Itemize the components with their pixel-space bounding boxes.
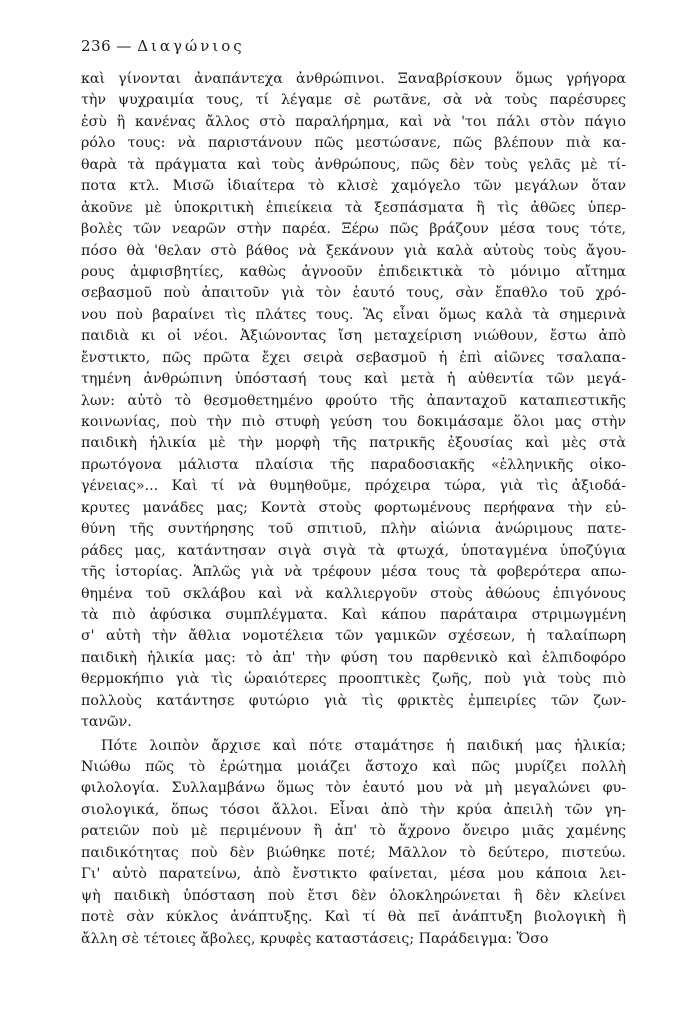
text-line: θημένα τοῦ σκλάβου καὶ νὰ καλλιεργοῦν στοὺς ἀθώους ἐπιγόνους bbox=[81, 585, 626, 602]
text-line: ἔνστικτο, πῶς πρῶτα ἔχει σειρὰ σεβασμοῦ ἡ ἐπὶ αἰῶνες τσαλαπα- bbox=[81, 349, 626, 366]
text-line: ράδες μας, κατάντησαν σιγὰ σιγὰ τὰ φτωχά, ὑποταγμένα ὑποζύγια bbox=[81, 542, 626, 559]
text-line: ψὴ παιδικὴ ὑπόσταση ποὺ ἔτσι δὲν ὁλοκληρώνεται ἢ δὲν κλείνει bbox=[81, 887, 626, 904]
text-line: παιδικὴ ἡλικία μὲ τὴν μορφὴ τῆς πατρικῆς ἐξουσίας καὶ μὲς στὰ bbox=[81, 435, 626, 452]
text-line: ρατειῶν ποὺ μὲ περιμένουν ἢ ἀπ' τὸ ἄχρονο ὄνειρο μιᾶς χαμένης bbox=[81, 823, 626, 840]
text-line: τῆς ἱστορίας. Ἁπλῶς γιὰ νὰ τρέφουν μέσα τους τὰ φοβερότερα απω- bbox=[81, 564, 626, 581]
running-head-separator: — bbox=[116, 37, 132, 55]
text-line: Πότε λοιπὸν ἄρχισε καὶ πότε σταμάτησε ἡ παιδική μας ἡλικία; bbox=[101, 737, 626, 754]
text-line: ποτα κτλ. Μισῶ ἰδιαίτερα τὸ κλισὲ χαμόγελο τῶν μεγάλων ὅταν bbox=[81, 178, 626, 195]
text-line: σ' αὐτὴ τὴν ἄθλια νομοτέλεια τῶν γαμικῶν σχέσεων, ἡ ταλαίπωρη bbox=[81, 628, 626, 645]
text-line: παιδικότητας ποὺ δὲν βιώθηκε ποτέ; Μᾶλλον τὸ δεύτερο, πιστεύω. bbox=[81, 844, 626, 861]
text-line: κρυτες μανάδες μας; Κοντὰ στοὺς φορτωμένους περήφανα τὴν εὐ- bbox=[81, 499, 626, 516]
text-line: παιδικὴ ἡλικία μας: τὸ ἀπ' τὴν φύση του παρθενικὸ καὶ ἐλπιδοφόρο bbox=[81, 649, 626, 666]
text-line: καὶ γίνονται ἀναπάντεχα ἀνθρώπινοι. Ξαναβρίσκουν ὅμως γρήγορα bbox=[81, 71, 626, 87]
text-line: θαρὰ τὰ πράγματα καὶ τοὺς ἀνθρώπους, πῶς δὲν τοὺς γελᾶς μὲ τί- bbox=[81, 156, 626, 173]
text-line: σεβασμοῦ ποὺ ἀπαιτοῦν γιὰ τὸν ἑαυτό τους, σὰν ἔπαθλο τοῦ χρό- bbox=[81, 285, 626, 302]
running-head bbox=[81, 36, 245, 56]
paragraph bbox=[81, 736, 626, 950]
text-line: παιδιὰ κι οἱ νέοι. Ἀξιώνοντας ἴση μεταχείριση νιώθουν, ἔστω ἀπὸ bbox=[81, 328, 626, 345]
text-line: λων: αὐτὸ τὸ θεσμοθετημένο φρούτο τῆς ἀπανταχοῦ καταπιεστικῆς bbox=[81, 392, 626, 409]
text-line: ποτὲ σὰν κύκλος ἀνάπτυξης. Καὶ τί θὰ πεῖ ἀνάπτυξη βιολογικὴ ἢ bbox=[81, 909, 626, 926]
text-line: γένειας»... Καὶ τί νὰ θυμηθοῦμε, πρόχειρα τώρα, γιὰ τὶς ἀξιοδά- bbox=[81, 478, 626, 495]
text-line: θερμοκήπιο γιὰ τὶς ὡραιότερες προοπτικὲς ζωῆς, ποὺ γιὰ τοὺς πιὸ bbox=[81, 671, 626, 688]
text-line: ρους ἀμφισβητίες, καθὼς ἀγνοοῦν ἐπιδεικτικὰ τὸ μόνιμο αἴτημα bbox=[81, 263, 626, 280]
text-line: πόσο θὰ 'θελαν στὸ βάθος νὰ ξεκάνουν γιὰ καλὰ αὐτοὺς τοὺς ἄγου- bbox=[81, 242, 626, 259]
text-line: φιλολογία. Συλλαμβάνω ὅμως τὸν ἑαυτό μου νὰ μὴ μεγαλώνει φυ- bbox=[81, 780, 626, 797]
text-line: τὰ πιὸ ἀφύσικα συμπλέγματα. Καὶ κάπου παράταιρα στριμωγμένη bbox=[81, 606, 626, 623]
text-line: Νιώθω πῶς τὸ ἐρώτημα μοιάζει ἄστοχο καὶ πῶς μυρίζει πολλὴ bbox=[81, 759, 626, 775]
text-line: πρωτόγονα μάλιστα πλαίσια τῆς παραδοσιακῆς «ἑλληνικῆς οἰκο- bbox=[81, 456, 626, 473]
text-line: θύνη τῆς συντήρησης τοῦ σπιτιοῦ, πλὴν αἰώνια ἀνώριμους πατε- bbox=[81, 521, 626, 538]
text-line: σιολογικά, ὅπως τόσοι ἄλλοι. Εἶναι ἀπὸ τὴν κρύα ἀπειλὴ τῶν γη- bbox=[81, 801, 626, 818]
text-line: βολὲς τῶν νεαρῶν στὴν παρέα. Ξέρω πῶς βράζουν μέσα τους τότε, bbox=[81, 221, 626, 238]
text-line: τὴν ψυχραιμία τους, τί λέγαμε σὲ ρωτᾶνε, σὰ νὰ τοὺς παρέσυρες bbox=[81, 92, 626, 109]
text-line: ἄλλη σὲ τέτοιες ἄβολες, κρυφὲς καταστάσεις; Παράδειγμα: Ὅσο bbox=[81, 930, 549, 947]
text-line: νου ποὺ βαραίνει τὶς πλάτες τους. Ἂς εἶναι ὅμως καλὰ τὰ σημερινὰ bbox=[81, 306, 626, 323]
text-line: ἀκοῦνε μὲ ὑποκριτικὴ ἐπιείκεια τὰ ξεσπάσματα ἢ τὶς ἀθῶες ὑπερ- bbox=[81, 199, 626, 216]
body-text bbox=[81, 69, 626, 950]
text-line: τανῶν. bbox=[81, 714, 132, 731]
text-line: τημένη ἀνθρώπινη ὑπόστασή τους καὶ μετὰ ἡ αὐθεντία τῶν μεγά- bbox=[81, 371, 626, 388]
text-line: ρόλο τους: νὰ παριστάνουν πῶς μεστώσανε, πῶς βλέπουν πιὰ κα- bbox=[81, 135, 626, 152]
text-line: Γι' αὐτὸ παρατείνω, ἀπὸ ἔνστικτο φαίνεται, μέσα μου κάποια λει- bbox=[81, 866, 626, 883]
text-line: πολλοὺς κατάντησε φυτώριο γιὰ τὶς φρικτὲς ἐμπειρίες τῶν ζων- bbox=[81, 692, 626, 709]
running-head-title: Διαγώνιος bbox=[137, 37, 245, 55]
text-line: ἐσὺ ἢ κανένας ἄλλος στὸ παραλήρημα, καὶ νὰ 'τοι πάλι στὸν πάγιο bbox=[81, 113, 626, 130]
page-number: 236 bbox=[81, 37, 112, 55]
text-line: κοινωνίας, ποὺ τὴν πιὸ στυφὴ γεύση του δοκιμάσαμε ὅλοι μας στὴν bbox=[81, 414, 626, 430]
paragraph bbox=[81, 69, 626, 734]
